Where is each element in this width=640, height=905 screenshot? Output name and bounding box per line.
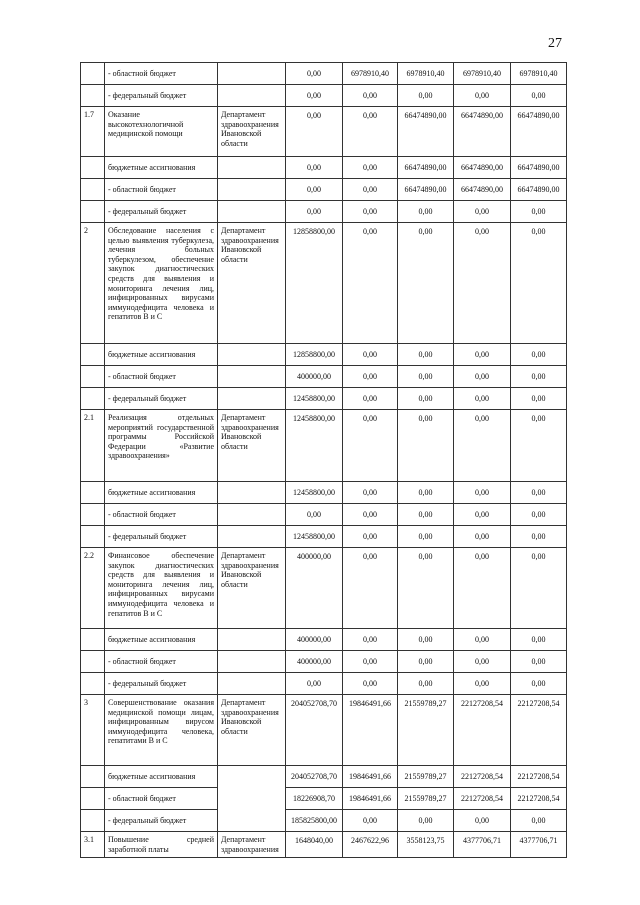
amount-cell: 0,00	[511, 504, 567, 526]
amount-cell: 0,00	[398, 548, 454, 629]
row-number: 2.2	[81, 548, 105, 629]
amount-cell: 0,00	[398, 85, 454, 107]
funding-row	[81, 179, 567, 201]
amount-cell: 0,00	[511, 410, 567, 482]
executor	[218, 629, 286, 651]
amount-cell: 19846491,66	[343, 766, 398, 788]
amount-cell: 1648040,00	[286, 832, 343, 858]
executor	[218, 63, 286, 85]
program-row	[81, 107, 567, 157]
amount-cell: 12858800,00	[286, 344, 343, 366]
executor	[218, 766, 286, 832]
amount-cell: 0,00	[398, 629, 454, 651]
amount-cell: 0,00	[511, 85, 567, 107]
amount-cell: 22127208,54	[454, 788, 511, 810]
amount-cell: 4377706,71	[511, 832, 567, 858]
amount-cell: 0,00	[454, 504, 511, 526]
funding-row	[81, 63, 567, 85]
row-number	[81, 673, 105, 695]
amount-cell: 21559789,27	[398, 695, 454, 766]
row-name: - федеральный бюджет	[105, 673, 218, 695]
amount-cell: 22127208,54	[511, 695, 567, 766]
row-number	[81, 85, 105, 107]
amount-cell: 0,00	[398, 504, 454, 526]
row-name: бюджетные ассигнования	[105, 482, 218, 504]
executor: Департамент здравоохранения Ивановской области	[218, 695, 286, 766]
row-number	[81, 388, 105, 410]
amount-cell: 0,00	[286, 63, 343, 85]
amount-cell: 0,00	[454, 201, 511, 223]
amount-cell: 0,00	[398, 366, 454, 388]
amount-cell: 204052708,70	[286, 695, 343, 766]
row-number	[81, 766, 105, 788]
amount-cell: 0,00	[511, 526, 567, 548]
amount-cell: 0,00	[454, 651, 511, 673]
amount-cell: 0,00	[454, 366, 511, 388]
funding-row	[81, 810, 567, 832]
amount-cell: 0,00	[398, 410, 454, 482]
amount-cell: 0,00	[454, 482, 511, 504]
amount-cell: 0,00	[343, 410, 398, 482]
amount-cell: 400000,00	[286, 629, 343, 651]
amount-cell: 12458800,00	[286, 388, 343, 410]
amount-cell: 0,00	[511, 482, 567, 504]
executor	[218, 504, 286, 526]
amount-cell: 22127208,54	[511, 788, 567, 810]
amount-cell: 3558123,75	[398, 832, 454, 858]
amount-cell: 400000,00	[286, 548, 343, 629]
amount-cell: 6978910,40	[398, 63, 454, 85]
row-name: - областной бюджет	[105, 788, 218, 810]
amount-cell: 0,00	[454, 388, 511, 410]
executor	[218, 85, 286, 107]
amount-cell: 0,00	[398, 673, 454, 695]
funding-row	[81, 673, 567, 695]
row-name: - областной бюджет	[105, 63, 218, 85]
amount-cell: 0,00	[454, 526, 511, 548]
funding-row	[81, 651, 567, 673]
amount-cell: 0,00	[398, 810, 454, 832]
row-name: - областной бюджет	[105, 366, 218, 388]
amount-cell: 6978910,40	[454, 63, 511, 85]
amount-cell: 0,00	[454, 629, 511, 651]
row-number	[81, 651, 105, 673]
amount-cell: 12458800,00	[286, 482, 343, 504]
amount-cell: 66474890,00	[398, 157, 454, 179]
amount-cell: 400000,00	[286, 366, 343, 388]
funding-row	[81, 526, 567, 548]
executor	[218, 157, 286, 179]
amount-cell: 0,00	[343, 548, 398, 629]
executor	[218, 201, 286, 223]
executor: Департамент здравоохранения	[218, 832, 286, 858]
executor: Департамент здравоохранения Ивановской области	[218, 548, 286, 629]
amount-cell: 12458800,00	[286, 410, 343, 482]
amount-cell: 0,00	[511, 223, 567, 344]
executor	[218, 673, 286, 695]
amount-cell: 4377706,71	[454, 832, 511, 858]
funding-row	[81, 201, 567, 223]
amount-cell: 2467622,96	[343, 832, 398, 858]
amount-cell: 0,00	[343, 629, 398, 651]
amount-cell: 0,00	[398, 526, 454, 548]
amount-cell: 66474890,00	[511, 157, 567, 179]
amount-cell: 0,00	[398, 223, 454, 344]
row-number: 1.7	[81, 107, 105, 157]
amount-cell: 0,00	[343, 223, 398, 344]
amount-cell: 0,00	[398, 482, 454, 504]
row-number	[81, 788, 105, 810]
amount-cell: 0,00	[511, 673, 567, 695]
amount-cell: 0,00	[286, 504, 343, 526]
amount-cell: 0,00	[454, 548, 511, 629]
funding-row	[81, 85, 567, 107]
row-number: 2	[81, 223, 105, 344]
amount-cell: 22127208,54	[454, 695, 511, 766]
row-name: - областной бюджет	[105, 504, 218, 526]
amount-cell: 0,00	[454, 344, 511, 366]
amount-cell: 22127208,54	[511, 766, 567, 788]
amount-cell: 400000,00	[286, 651, 343, 673]
row-number	[81, 179, 105, 201]
row-name: - федеральный бюджет	[105, 526, 218, 548]
amount-cell: 21559789,27	[398, 766, 454, 788]
row-name: - федеральный бюджет	[105, 810, 218, 832]
funding-row	[81, 504, 567, 526]
row-number: 3.1	[81, 832, 105, 858]
row-name: - федеральный бюджет	[105, 201, 218, 223]
amount-cell: 0,00	[398, 651, 454, 673]
funding-row	[81, 766, 567, 788]
row-name: Реализация отдельных мероприятий государственной программы Российской Федерации «Развитие здравоохранения»	[105, 410, 218, 482]
program-row	[81, 548, 567, 629]
page-number: 27	[548, 36, 562, 51]
row-number	[81, 482, 105, 504]
amount-cell: 0,00	[286, 179, 343, 201]
amount-cell: 18226908,70	[286, 788, 343, 810]
program-row	[81, 223, 567, 344]
amount-cell: 22127208,54	[454, 766, 511, 788]
amount-cell: 0,00	[343, 526, 398, 548]
row-name: Оказание высокотехнологичной медицинской помощи	[105, 107, 218, 157]
executor	[218, 526, 286, 548]
row-name: бюджетные ассигнования	[105, 344, 218, 366]
amount-cell: 0,00	[511, 366, 567, 388]
amount-cell: 0,00	[343, 85, 398, 107]
executor	[218, 344, 286, 366]
amount-cell: 0,00	[454, 85, 511, 107]
executor	[218, 179, 286, 201]
funding-row	[81, 788, 567, 810]
amount-cell: 0,00	[343, 673, 398, 695]
funding-row	[81, 629, 567, 651]
amount-cell: 21559789,27	[398, 788, 454, 810]
executor	[218, 482, 286, 504]
row-name: - областной бюджет	[105, 179, 218, 201]
amount-cell: 0,00	[454, 810, 511, 832]
amount-cell: 0,00	[398, 201, 454, 223]
amount-cell: 0,00	[286, 157, 343, 179]
program-row	[81, 410, 567, 482]
amount-cell: 0,00	[343, 201, 398, 223]
funding-row	[81, 157, 567, 179]
amount-cell: 19846491,66	[343, 788, 398, 810]
row-name: - областной бюджет	[105, 651, 218, 673]
amount-cell: 204052708,70	[286, 766, 343, 788]
amount-cell: 0,00	[511, 651, 567, 673]
amount-cell: 0,00	[286, 673, 343, 695]
program-row	[81, 695, 567, 766]
row-name: - федеральный бюджет	[105, 85, 218, 107]
row-number	[81, 201, 105, 223]
amount-cell: 185825800,00	[286, 810, 343, 832]
row-name: Повышение средней заработной платы	[105, 832, 218, 858]
amount-cell: 19846491,66	[343, 695, 398, 766]
amount-cell: 0,00	[511, 810, 567, 832]
row-name: Финансовое обеспечение закупок диагностических средств для выявления и мониторинга лечения лиц, инфицированных вирусами иммунодефицита человека и гепатитов В и С	[105, 548, 218, 629]
amount-cell: 0,00	[286, 201, 343, 223]
amount-cell: 6978910,40	[511, 63, 567, 85]
row-name: Совершенствование оказания медицинской помощи лицам, инфицированным вирусом иммунодефицита человека, гепатитами В и С	[105, 695, 218, 766]
row-name: Обследование населения с целью выявления туберкулеза, лечения больных туберкулезом, обеспечение закупок диагностических средств для выявления и мониторинга лечения лиц, инфицированных вирусами иммунодефицита человека и гепатитов В и С	[105, 223, 218, 344]
amount-cell: 0,00	[286, 107, 343, 157]
amount-cell: 66474890,00	[454, 107, 511, 157]
amount-cell: 0,00	[343, 157, 398, 179]
row-number: 2.1	[81, 410, 105, 482]
amount-cell: 0,00	[343, 344, 398, 366]
amount-cell: 0,00	[343, 651, 398, 673]
amount-cell: 0,00	[343, 107, 398, 157]
executor: Департамент здравоохранения Ивановской области	[218, 107, 286, 157]
amount-cell: 0,00	[511, 201, 567, 223]
funding-row	[81, 388, 567, 410]
program-row	[81, 832, 567, 858]
row-name: бюджетные ассигнования	[105, 629, 218, 651]
executor: Департамент здравоохранения Ивановской области	[218, 223, 286, 344]
amount-cell: 66474890,00	[398, 179, 454, 201]
amount-cell: 0,00	[398, 344, 454, 366]
amount-cell: 66474890,00	[511, 179, 567, 201]
row-number	[81, 629, 105, 651]
executor	[218, 366, 286, 388]
amount-cell: 12858800,00	[286, 223, 343, 344]
funding-row	[81, 482, 567, 504]
amount-cell: 12458800,00	[286, 526, 343, 548]
row-name: - федеральный бюджет	[105, 388, 218, 410]
row-name: бюджетные ассигнования	[105, 157, 218, 179]
amount-cell: 0,00	[511, 344, 567, 366]
amount-cell: 66474890,00	[454, 179, 511, 201]
amount-cell: 66474890,00	[511, 107, 567, 157]
amount-cell: 0,00	[454, 223, 511, 344]
amount-cell: 0,00	[343, 504, 398, 526]
row-number	[81, 810, 105, 832]
row-number	[81, 526, 105, 548]
amount-cell: 66474890,00	[398, 107, 454, 157]
budget-table	[80, 62, 567, 858]
executor	[218, 651, 286, 673]
funding-row	[81, 344, 567, 366]
row-number	[81, 504, 105, 526]
row-number	[81, 63, 105, 85]
row-number	[81, 366, 105, 388]
executor	[218, 388, 286, 410]
amount-cell: 0,00	[398, 388, 454, 410]
amount-cell: 0,00	[343, 388, 398, 410]
amount-cell: 0,00	[454, 673, 511, 695]
amount-cell: 0,00	[343, 810, 398, 832]
amount-cell: 0,00	[343, 482, 398, 504]
row-number: 3	[81, 695, 105, 766]
row-number	[81, 344, 105, 366]
amount-cell: 66474890,00	[454, 157, 511, 179]
row-name: бюджетные ассигнования	[105, 766, 218, 788]
amount-cell: 0,00	[454, 410, 511, 482]
amount-cell: 0,00	[286, 85, 343, 107]
row-number	[81, 157, 105, 179]
executor: Департамент здравоохранения Ивановской области	[218, 410, 286, 482]
amount-cell: 0,00	[343, 366, 398, 388]
amount-cell: 6978910,40	[343, 63, 398, 85]
funding-row	[81, 366, 567, 388]
amount-cell: 0,00	[511, 388, 567, 410]
amount-cell: 0,00	[511, 548, 567, 629]
amount-cell: 0,00	[343, 179, 398, 201]
amount-cell: 0,00	[511, 629, 567, 651]
